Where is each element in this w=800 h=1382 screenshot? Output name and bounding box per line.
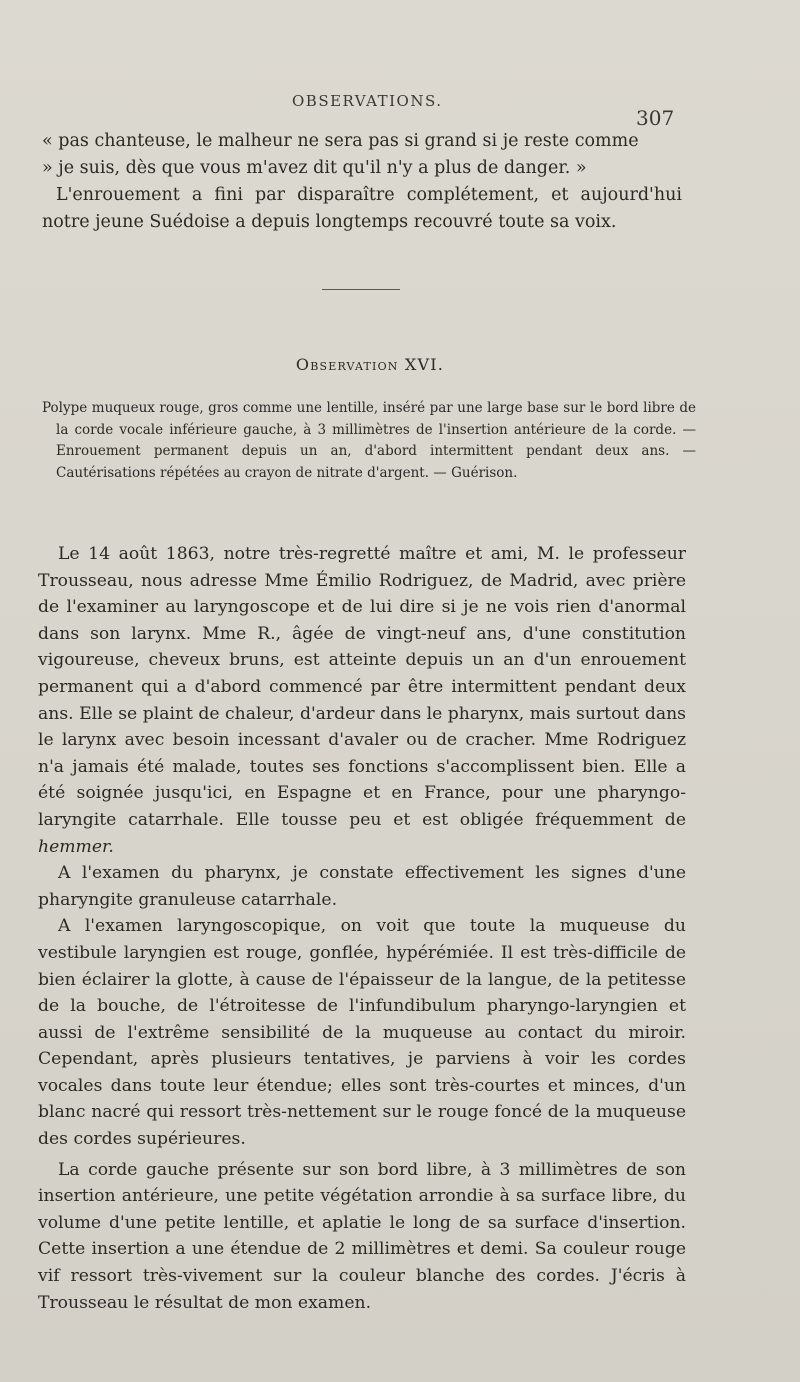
body-paragraph-4: La corde gauche présente sur son bord libre, à 3 millimètres de son insertion antérieure, une petite végétation arrondie à sa surface libre, du volume d'une petite lentille, et aplatie le long de sa surface d'insertion. Cette insertion a une étendue de 2 millimètres et demi. Sa couleur rouge vif ressort très-vivement sur la couleur blanche des cordes. J'écris à Trousseau le résultat de mon examen. (38, 1159, 686, 1313)
section-divider (322, 289, 400, 290)
body-paragraph-1-italic: hemmer. (38, 836, 114, 857)
body-paragraph-2: A l'examen du pharynx, je constate effectivement les signes d'une pharyngite granuleuse catarrhale. (38, 863, 686, 910)
body-paragraph-1-text: Le 14 août 1863, notre très-regretté maître et ami, M. le professeur Trousseau, nous adresse Mme Émilio Rodriguez, de Madrid, avec prière de l'examiner au laryngoscope et de lui dire si je ne vois rien d'anormal dans son larynx. Mme R., âgée de vingt-neuf ans, d'une constitution vigoureuse, cheveux bruns, est atteinte depuis un an d'un enrouement permanent qui a d'abord commencé par être intermittent pendant deux ans. Elle se plaint de chaleur, d'ardeur dans le pharynx, mais surtout dans le larynx avec besoin incessant d'avaler ou de cracher. Mme Rodriguez n'a jamais été malade, toutes ses fonctions s'accomplissent bien. Elle a été soignée jusqu'ici, en Espagne et en France, pour une pharyngo-laryngite catarrhale. Elle tousse peu et est obligée fréquemment de (38, 544, 686, 830)
intro-text (42, 128, 682, 236)
observation-title: Observation XVI. (295, 355, 445, 374)
intro-quote-line-1: « pas chanteuse, le malheur ne sera pas si grand si je reste comme (42, 131, 639, 151)
body-paragraph-3: A l'examen laryngoscopique, on voit que toute la muqueuse du vestibule laryngien est rouge, gonflée, hypérémiée. Il est très-difficile de bien éclairer la glotte, à cause de l'épaisseur de la langue, de la petitesse de la bouche, de l'étroitesse de l'infundibulum pharyngo-laryngien et aussi de l'extrême sensibilité de la muqueuse au contact du miroir. Cependant, après plusieurs tentatives, je parviens à voir les cordes vocales dans toute leur étendue; elles sont très-courtes et minces, d'un blanc nacré qui ressort très-nettement sur le rouge foncé de la muqueuse des cordes supérieures. (38, 916, 686, 1150)
page-number: 307 (636, 106, 675, 130)
intro-paragraph: L'enrouement a fini par disparaître complétement, et aujourd'hui notre jeune Suédoise a depuis longtemps recouvré toute sa voix. (42, 185, 682, 232)
observation-summary: Polype muqueux rouge, gros comme une lentille, inséré par une large base sur le bord libre de la corde vocale inférieure gauche, à 3 millimètres de l'insertion antérieure de la corde. — Enrouement permanent depuis un an, d'abord intermittent pendant deux ans. — Cautérisations répétées au crayon de nitrate d'argent. — Guérison. (42, 400, 696, 481)
running-title: OBSERVATIONS. (292, 92, 443, 110)
body-paragraph-1 (38, 541, 686, 860)
intro-quote-line-2: » je suis, dès que vous m'avez dit qu'il n'y a plus de danger. » (42, 158, 587, 178)
observation-body (38, 541, 686, 1316)
